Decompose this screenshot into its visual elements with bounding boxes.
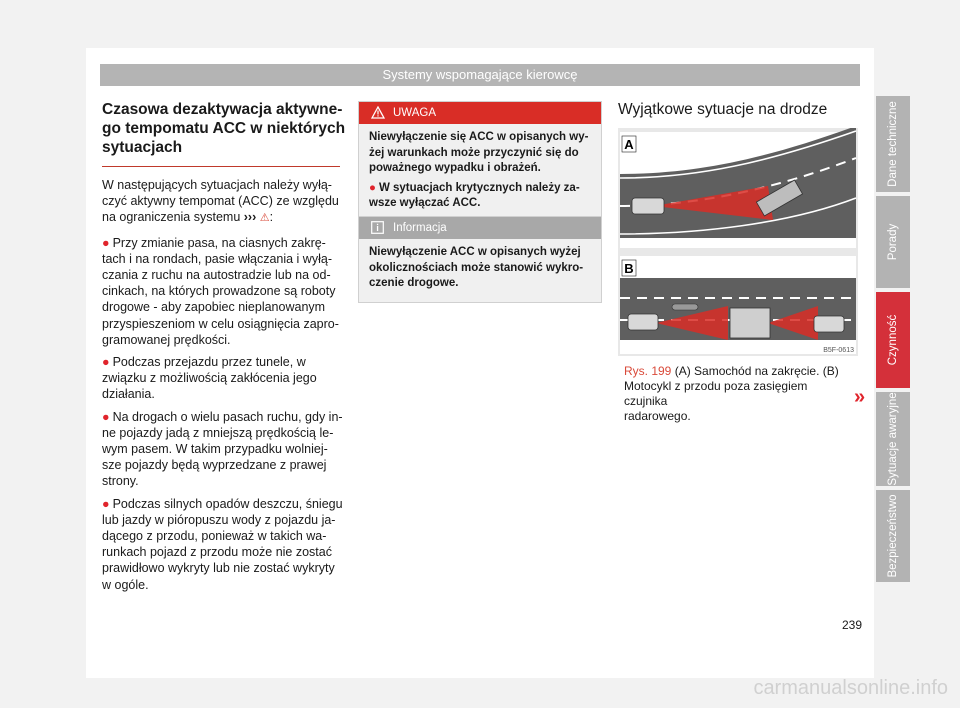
bullet-text: Podczas silnych opadów deszczu, śniegu lub jazdy w pióropuszu wody z pojazdu ja- dącego z przodu, ponieważ w takich wa- runkach pojazd z przodu może nie zostać prawidłowo wykryty lub nie zostać wykryty w ogóle. <box>102 496 343 592</box>
page-number: 239 <box>842 618 863 632</box>
bullet-text: Na drogach o wielu pasach ruchu, gdy in- ne pojazdy jadą z mniejszą prędkością le- wym pasem. W takim przypadku wolniej- sze pojazdy będą wyprzedzane z prawej strony. <box>102 409 343 489</box>
bullet-dot-icon: ● <box>369 181 376 194</box>
intro-body: W następujących sytuacjach należy wyłą- czyć aktywny tempomat (ACC) ze względu na ograniczenia systemu <box>102 178 339 225</box>
tab-label: Czynność <box>887 314 899 366</box>
figure-label-a: A <box>624 137 634 152</box>
tab-dane-techniczne[interactable] <box>876 96 910 192</box>
tab-label: Dane techniczne <box>887 101 899 187</box>
warning-text: Niewyłączenie się ACC w opisanych wy- żej warunkach może przyczynić się do poważnego wypadku i obrażeń. <box>369 131 589 174</box>
warning-triangle-icon <box>371 106 385 119</box>
bullet-item <box>102 409 350 490</box>
warning-body <box>359 124 601 222</box>
car-icon <box>628 314 658 330</box>
title-rule <box>102 166 340 167</box>
caption-label: Rys. 199 <box>624 364 672 378</box>
info-icon <box>371 221 384 234</box>
warning-header <box>359 102 601 124</box>
bullet-dot-icon: ● <box>102 409 110 424</box>
info-body <box>359 239 601 302</box>
warning-box <box>358 101 602 223</box>
section-title: Czasowa dezaktywacja aktywne- go tempomatu ACC w niektórych sytuacjach <box>102 101 346 156</box>
page-header: Systemy wspomagające kierowcę <box>100 64 860 86</box>
caption-text: (A) Samochód na zakręcie. (B) Motocykl z przodu poza zasięgiem czujnika radarowego. <box>624 364 839 423</box>
right-column-heading <box>618 100 858 129</box>
info-header <box>359 217 601 239</box>
left-column <box>102 100 350 599</box>
motorcycle-icon <box>672 304 698 310</box>
intro-ref[interactable]: ››› <box>243 210 257 225</box>
warning-label: UWAGA <box>393 107 437 119</box>
figure-code: B5F-0613 <box>823 347 854 354</box>
info-text: Niewyłączenie ACC w opisanych wyżej okolicznościach może stanowić wykro- czenie drogowe. <box>369 246 584 289</box>
bullet-item <box>102 235 350 348</box>
watermark: carmanualsonline.info <box>753 677 948 699</box>
car-icon <box>632 198 664 214</box>
continue-arrow-icon[interactable]: » <box>854 386 866 408</box>
bullet-dot-icon: ● <box>102 496 110 511</box>
intro-end: : <box>269 210 274 225</box>
bullet-text: Przy zmianie pasa, na ciasnych zakrę- tach i na rondach, pasie włączania i wyłą- czania z ruchu na autostradzie lub na od- cinkach, na których prowadzone są roboty drogowe - aby zapobiec nieplanowanym przyspieszeniom w celu osiągnięcia zapro- gramowanej prędkości. <box>102 235 339 347</box>
info-label: Informacja <box>393 222 447 234</box>
tab-porady[interactable] <box>876 196 910 288</box>
warning-bullet <box>369 181 591 212</box>
info-box <box>358 216 602 303</box>
warning-bullet-text: W sytuacjach krytycznych należy za- wsze wyłączać ACC. <box>369 181 580 209</box>
bullet-dot-icon: ● <box>102 355 110 370</box>
tab-label: Porady <box>887 223 899 261</box>
tab-czynnosc[interactable] <box>876 292 910 388</box>
bullet-item <box>102 496 350 593</box>
intro-text <box>102 177 350 227</box>
tab-bezpieczenstwo[interactable] <box>876 490 910 582</box>
tab-sytuacje-awaryjne[interactable] <box>876 392 910 486</box>
bullet-text: Podczas przejazdu przez tunele, w związku z możliwością zakłócenia jego działania. <box>102 355 317 402</box>
truck-icon <box>730 308 770 338</box>
figure-caption <box>624 364 854 424</box>
tab-label: Sytuacje awaryjne <box>887 392 899 486</box>
figure-label-b: B <box>624 261 634 276</box>
section-heading: Wyjątkowe sytuacje na drodze <box>618 101 828 118</box>
figure-illustration <box>618 128 858 356</box>
bullet-dot-icon: ● <box>102 235 110 250</box>
tab-label: Bezpieczeństwo <box>887 494 899 578</box>
warning-triangle-icon: ⚠ <box>259 212 270 225</box>
bullet-item <box>102 354 350 403</box>
car-icon <box>814 316 844 332</box>
